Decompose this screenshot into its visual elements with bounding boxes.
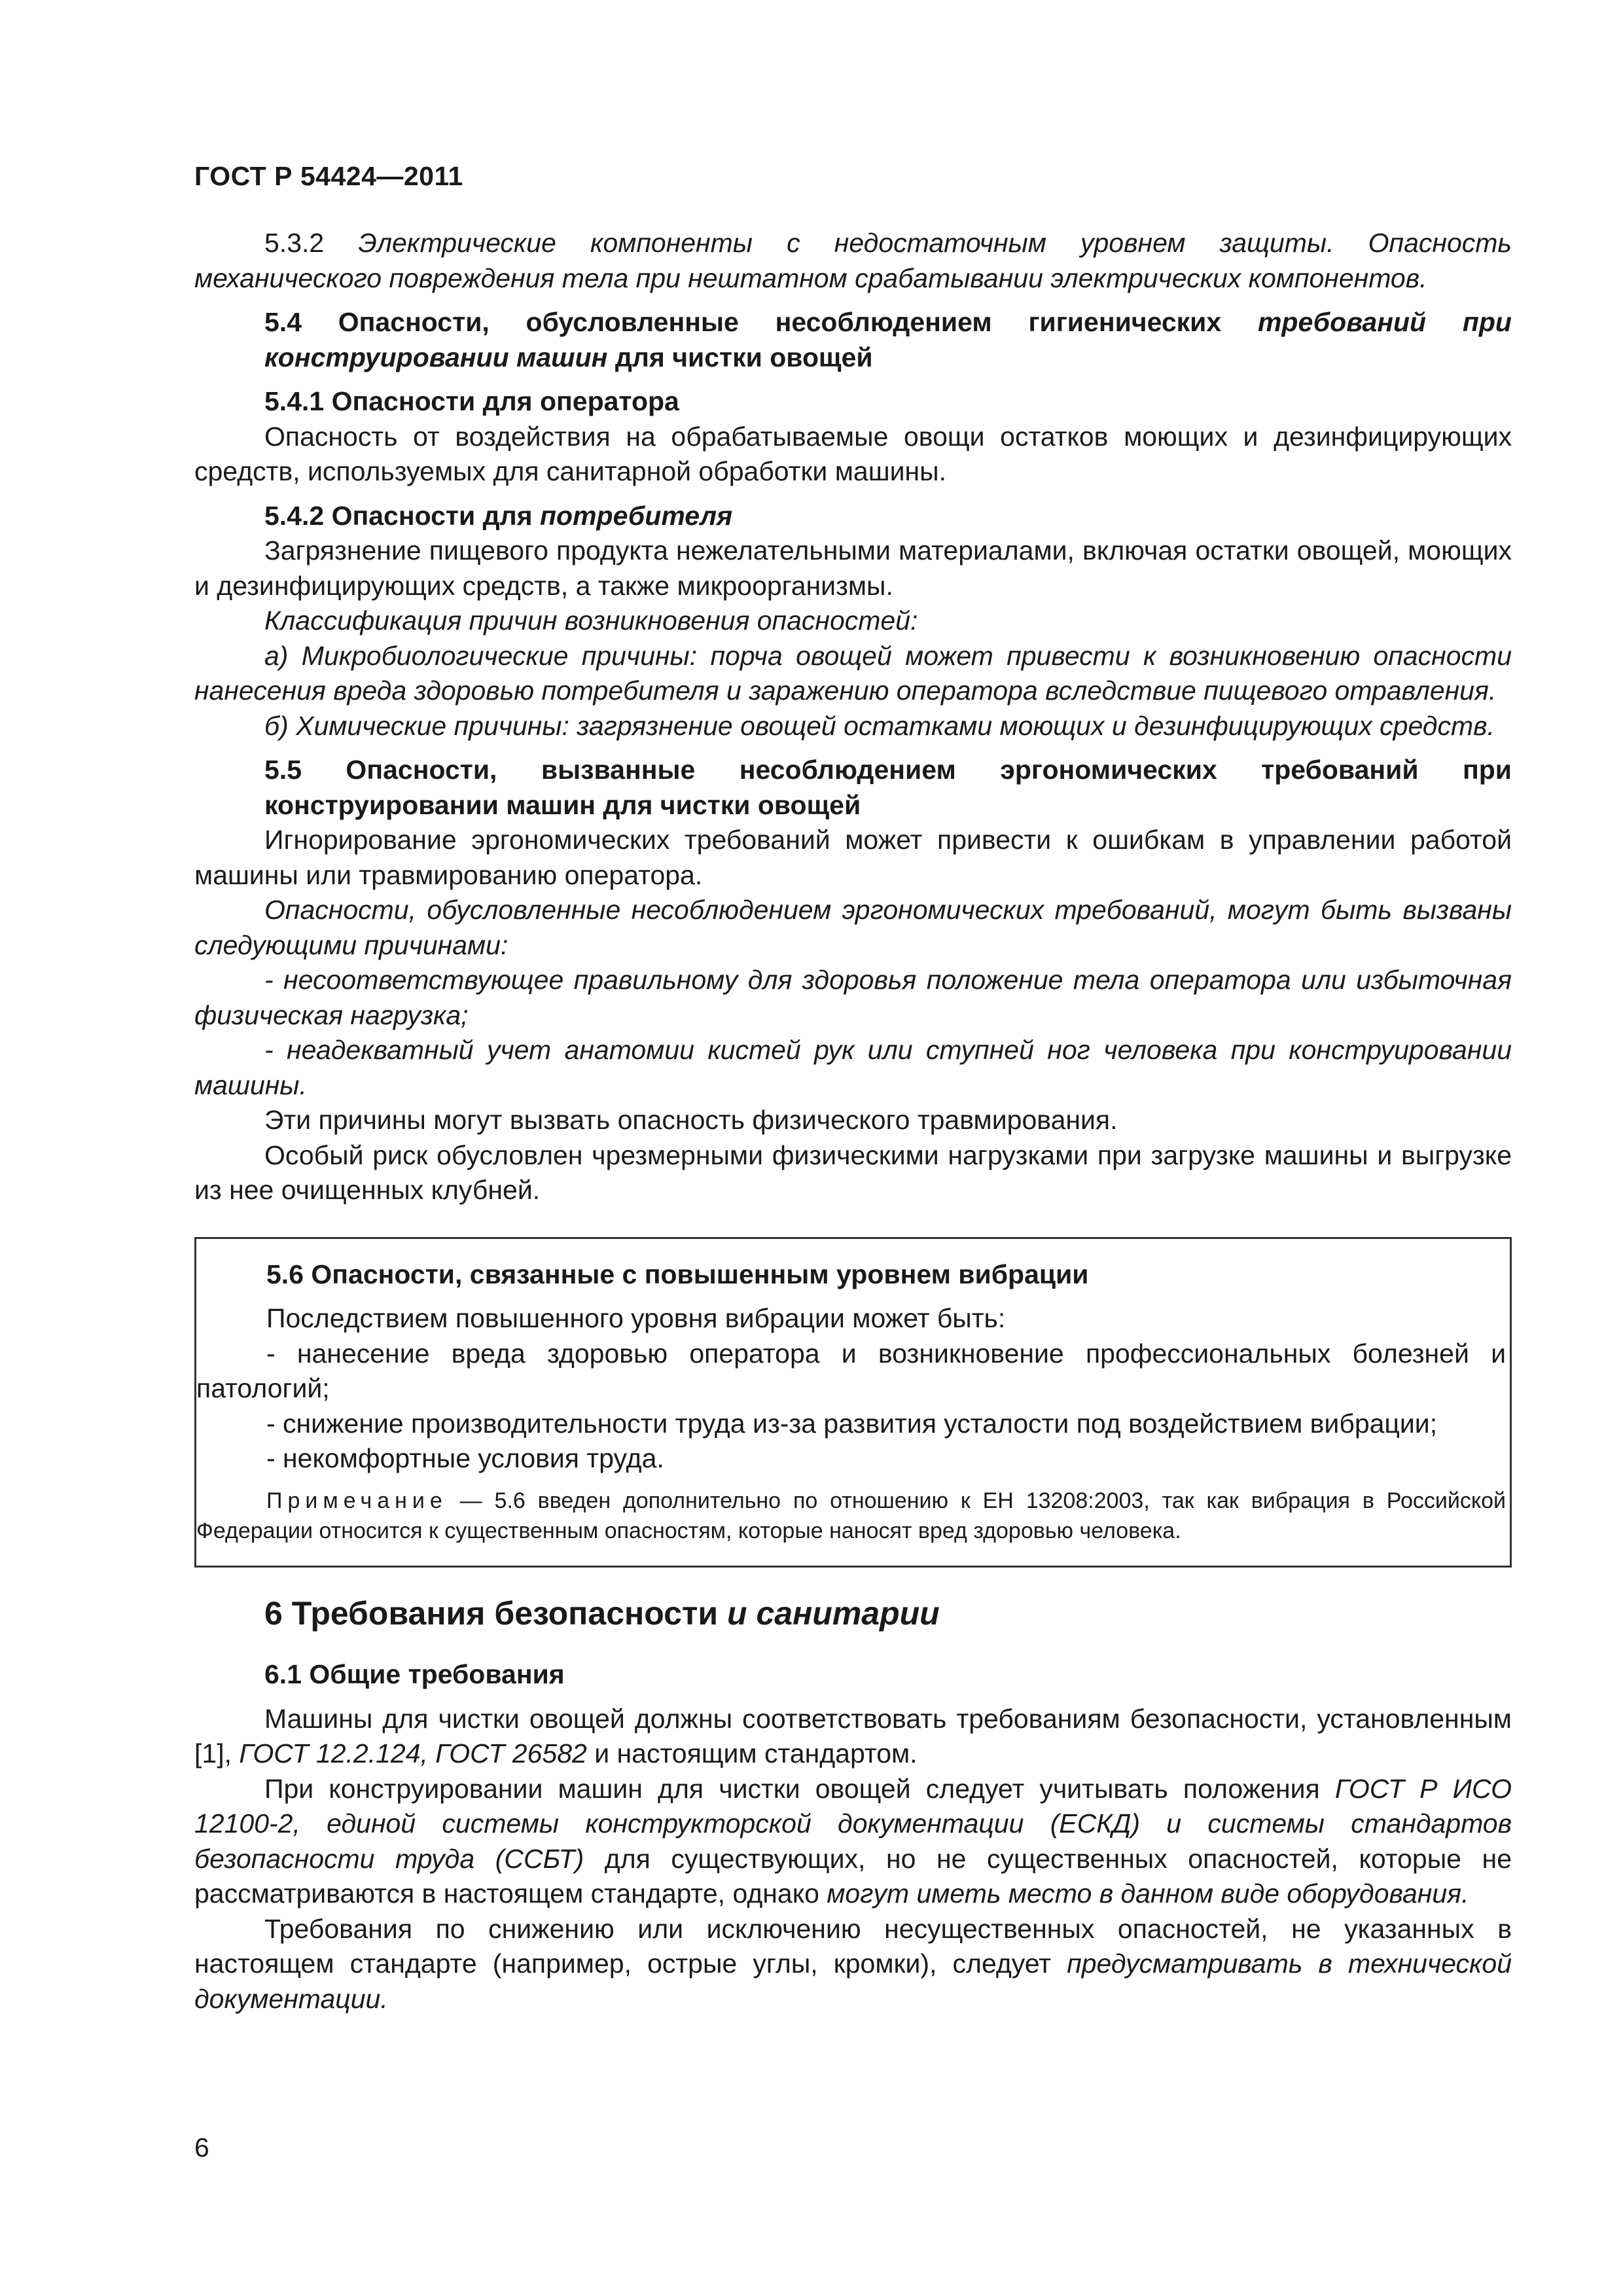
- item-a: а) Микробиологические причины: порча овощей может привести к возникновению опасности нанесения вреда здоровью потребителя и заражению оператора вследствие пищевого отравления.: [194, 640, 1512, 706]
- section-5-5-bullet-1: - несоответствующее правильному для здоровья положение тела оператора или избыточная физическая нагрузка;: [194, 965, 1512, 1030]
- section-6-1-p2: При конструировании машин для чистки овощей следует учитывать положения ГОСТ Р ИСО 12100-2, единой системы конструкторской документации (ЕСКД) и системы стандартов безопасности труда (ССБТ) для существующих, но не существенных опасностей, которые не рассматриваются в настоящем стандарте, однако могут иметь место в данном виде оборудования.: [194, 1773, 1512, 1909]
- section-5-5-p1: Игнорирование эргономических требований может привести к ошибкам в управлении работой машины или травмированию оператора.: [194, 825, 1512, 890]
- section-6-1-p3: Требования по снижению или исключению несущественных опасностей, не указанных в настоящем стандарте (например, острые углы, кромки), следует предусматривать в технической документации.: [194, 1913, 1512, 2014]
- section-5-5-p3: Эти причины могут вызвать опасность физического травмирования.: [264, 1105, 1118, 1135]
- section-5-4-2-text: Загрязнение пищевого продукта нежелательными материалами, включая остатки овощей, моющих и дезинфицирующих средств, а также микроорганизмы.: [194, 535, 1512, 601]
- section-5-5-heading: 5.5 Опасности, вызванные несоблюдением эргономических требований при конструировании машин для чистки овощей: [264, 755, 1512, 820]
- section-5-4-1-text: Опасность от воздействия на обрабатываемые овощи остатков моющих и дезинфицирующих средств, используемых для санитарной обработки машины.: [194, 421, 1512, 486]
- section-5-5-bullet-2: - неадекватный учет анатомии кистей рук или ступней ног человека при конструировании машины.: [194, 1035, 1512, 1100]
- section-5-6-bullet-3: - некомфортные условия труда.: [266, 1443, 664, 1473]
- note-label: Примечание: [266, 1488, 448, 1513]
- section-5-6-frame: [194, 1237, 1512, 1568]
- page-number: 6: [194, 2132, 209, 2162]
- section-5-6-heading: 5.6 Опасности, связанные с повышенным уровнем вибрации: [266, 1259, 1089, 1289]
- item-b: б) Химические причины: загрязнение овощей остатками моющих и дезинфицирующих средств.: [264, 710, 1495, 741]
- clause-text: Электрические компоненты с недостаточным уровнем защиты. Опасность механического повреждения тела при нештатном срабатывании электрических компонентов.: [194, 228, 1512, 293]
- clause-5-3-2: [194, 226, 1512, 296]
- section-6-1-heading: 6.1 Общие требования: [264, 1659, 565, 1689]
- section-5-4-heading: 5.4 Опасности, обусловленные несоблюдением гигиенических требований при конструировании машин для чистки овощей: [264, 307, 1512, 372]
- section-6-1-p1: Машины для чистки овощей должны соответствовать требованиям безопасности, установленным [1], ГОСТ 12.2.124, ГОСТ 26582 и настоящим стандартом.: [194, 1703, 1512, 1768]
- note-text: — 5.6 введен дополнительно по отношению к ЕН 13208:2003, так как вибрация в Российской Федерации относится к существенным опасностям, которые наносят вред здоровью человека.: [196, 1488, 1506, 1543]
- section-5-5-p4: Особый риск обусловлен чрезмерными физическими нагрузками при загрузке машины и выгрузке из нее очищенных клубней.: [194, 1139, 1512, 1205]
- section-5-4-1-heading: 5.4.1 Опасности для оператора: [264, 386, 679, 416]
- section-6-heading: 6 Требования безопасности и санитарии: [264, 1594, 940, 1632]
- section-5-6-bullet-1: - нанесение вреда здоровью оператора и возникновение профессиональных болезней и патологий;: [196, 1338, 1506, 1403]
- section-5-6-bullet-2: - снижение производительности труда из-за развития усталости под воздействием вибрации;: [266, 1408, 1438, 1439]
- section-5-4-2-heading: 5.4.2 Опасности для потребителя: [264, 500, 733, 531]
- classification-line: Классификация причин возникновения опасностей:: [264, 605, 918, 636]
- section-5-6-note: [196, 1486, 1506, 1546]
- document-body: [194, 226, 1512, 2017]
- section-5-5-p2: Опасности, обусловленные несоблюдением эргономических требований, могут быть вызваны следующими причинами:: [194, 895, 1512, 960]
- clause-number: 5.3.2: [264, 228, 325, 258]
- document-header: ГОСТ Р 54424—2011: [194, 161, 463, 191]
- section-5-6-intro: Последствием повышенного уровня вибрации может быть:: [266, 1303, 1006, 1333]
